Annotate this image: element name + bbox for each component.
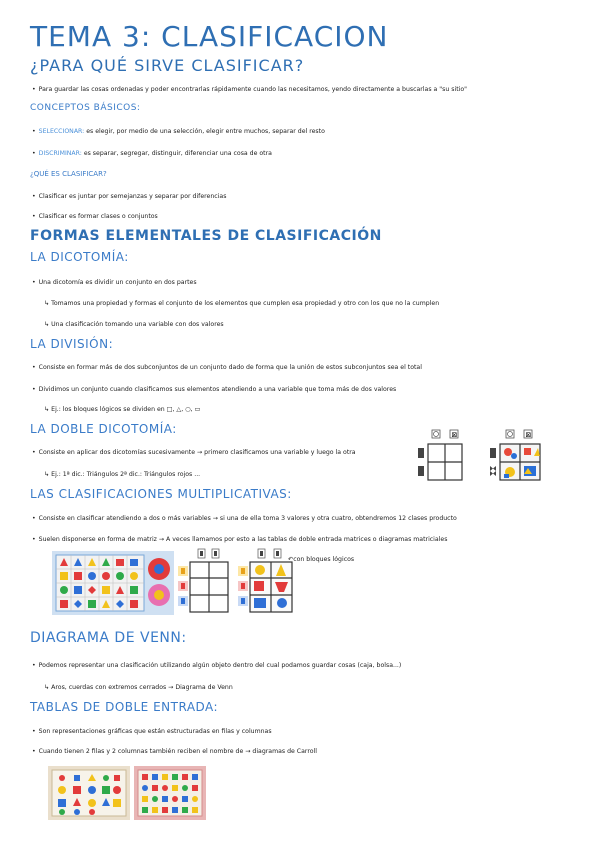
seleccionar-def: es elegir, por medio de una selección, elegir entre muchos, separar del resto bbox=[86, 128, 325, 135]
doble-b1: • Consiste en aplicar dos dicotomías sucesivamente → primero clasificamos una variable y luego la otra bbox=[32, 449, 356, 456]
conceptos-heading: CONCEPTOS BÁSICOS: bbox=[30, 103, 141, 113]
division-b2: • Dividimos un conjunto cuando clasificamos sus elementos atendiendo a una variable que toma más de dos valores bbox=[32, 386, 396, 393]
dicotomia-b3: ↳ Una clasificación tomando una variable con dos valores bbox=[44, 321, 224, 328]
tablas-heading: TABLAS DE DOBLE ENTRADA: bbox=[30, 700, 219, 714]
seleccionar-item bbox=[32, 128, 325, 135]
carroll-board-image-2 bbox=[134, 766, 206, 820]
formas-heading: FORMAS ELEMENTALES DE CLASIFICACIÓN bbox=[30, 228, 382, 244]
seleccionar-keyword: SELECCIONAR: bbox=[38, 128, 85, 135]
discriminar-keyword: DISCRIMINAR: bbox=[38, 150, 82, 157]
que-es-b1: • Clasificar es juntar por semejanzas y separar por diferencias bbox=[32, 193, 226, 200]
svg-text:⊠: ⊠ bbox=[525, 431, 532, 439]
matrix-board-image bbox=[52, 551, 174, 615]
multi-heading: LAS CLASIFICACIONES MULTIPLICATIVAS: bbox=[30, 487, 292, 501]
dicotomia-b2: ↳ Tomamos una propiedad y formas el conjunto de los elementos que cumplen esa propiedad y otro con los que no la cumplen bbox=[44, 300, 440, 307]
dicotomia-b2-text: Tomamos una propiedad y formas el conjunto de los elementos que cumplen esa propiedad y otro con los que no la cumplen bbox=[51, 300, 440, 307]
venn-heading: DIAGRAMA DE VENN: bbox=[30, 630, 187, 646]
multi-annotation: ↶con bloques lógicos bbox=[288, 556, 355, 563]
doble-b2-text: Ej.: 1ª dic.: Triángulos 2ª dic.: Triángulos rojos ... bbox=[51, 471, 201, 478]
tablas-b2: • Cuando tienen 2 filas y 2 columnas también reciben el nombre de → diagramas de Carroll bbox=[32, 748, 317, 755]
que-es-heading: ¿QUÉ ES CLASIFICAR? bbox=[30, 170, 107, 178]
multi-b1: • Consiste en clasificar atendiendo a dos o más variables → si una de ella toma 3 valores y otra cuatro, obtendremos 12 clases producto bbox=[32, 515, 457, 522]
dicotomia-b1: • Una dicotomía es dividir un conjunto en dos partes bbox=[32, 279, 197, 286]
discriminar-item bbox=[32, 150, 272, 157]
que-es-b2: • Clasificar es formar clases o conjuntos bbox=[32, 213, 158, 220]
dicotomia-b3-text: Una clasificación tomando una variable con dos valores bbox=[51, 321, 224, 328]
division-heading: LA DIVISIÓN: bbox=[30, 337, 114, 351]
dicotomia-heading: LA DICOTOMÍA: bbox=[30, 250, 129, 264]
division-b3: ↳ Ej.: los bloques lógicos se dividen en □, △, ○, ▭ bbox=[44, 406, 201, 413]
filled-matrix-image bbox=[236, 548, 296, 616]
doble-dicotomia-filled-grid bbox=[488, 428, 548, 484]
multi-b2: • Suelen disponerse en forma de matriz → A veces llamamos por esto a las tablas de doble entrada matrices o diagramas matriciales bbox=[32, 536, 447, 543]
multi-annotation-text: con bloques lógicos bbox=[293, 556, 355, 563]
tablas-b1: • Son representaciones gráficas que están estructuradas en filas y columnas bbox=[32, 728, 272, 735]
discriminar-def: es separar, segregar, distinguir, diferenciar una cosa de otra bbox=[83, 150, 272, 157]
subtitle: ¿PARA QUÉ SIRVE CLASIFICAR? bbox=[30, 56, 305, 75]
doble-dicotomia-empty-grid bbox=[410, 428, 470, 484]
carroll-board-image-1 bbox=[48, 766, 130, 820]
doble-heading: LA DOBLE DICOTOMÍA: bbox=[30, 422, 177, 436]
venn-b1: • Podemos representar una clasificación utilizando algún objeto dentro del cual podamos guardar cosas (caja, bolsa...) bbox=[32, 662, 401, 669]
intro-text: • Para guardar las cosas ordenadas y poder encontrarlas rápidamente cuando las necesitamos, yendo directamente a buscarlas a "su sitio" bbox=[32, 86, 467, 93]
svg-text:⊠: ⊠ bbox=[451, 431, 458, 439]
division-b1: • Consiste en formar más de dos subconjuntos de un conjunto dado de forma que la unión de estos subconjuntos sea el total bbox=[32, 364, 422, 371]
empty-matrix-image bbox=[176, 548, 230, 616]
page-title: TEMA 3: CLASIFICACION bbox=[30, 20, 389, 53]
division-b3-text: Ej.: los bloques lógicos se dividen en bbox=[51, 406, 165, 413]
venn-b2: ↳ Aros, cuerdas con extremos cerrados → Diagrama de Venn bbox=[44, 684, 233, 691]
doble-b2: ↳ Ej.: 1ª dic.: Triángulos 2ª dic.: Triángulos rojos ... bbox=[44, 471, 201, 478]
venn-b2-text: Aros, cuerdas con extremos cerrados → Diagrama de Venn bbox=[51, 684, 233, 691]
